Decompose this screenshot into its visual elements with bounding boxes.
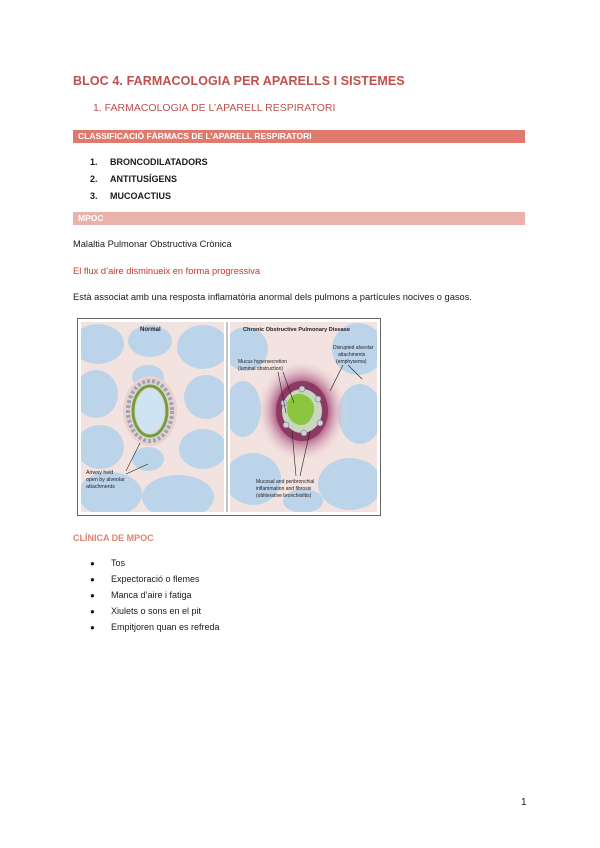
mucus-caption-2: (luminal obstruction) (238, 366, 284, 372)
mpoc-body: Està associat amb una resposta inflamatòria anormal dels pulmons a partícules nocives o gasos. (73, 292, 472, 302)
page-title: BLOC 4. FARMACOLOGIA PER APARELLS I SISTEMES (73, 74, 405, 88)
classification-heading-bar (73, 130, 525, 143)
mpoc-heading-bar (73, 212, 525, 225)
bullet-icon: ● (90, 607, 95, 616)
alveolar-caption-3: (emphysema) (336, 359, 367, 365)
left-caption-2: open by alveolar (86, 477, 125, 483)
bullet-icon: ● (90, 623, 95, 632)
list-item: ● Xiulets o sons en el pit (90, 606, 202, 616)
list-item: ● Tos (90, 558, 126, 568)
list-item: ● Empitjoren quan es refreda (90, 622, 220, 632)
left-caption-1: Airway held (86, 470, 114, 476)
page-number: 1 (521, 797, 527, 808)
mpoc-definition: Malaltia Pulmonar Obstructiva Crònica (73, 239, 232, 249)
section-subtitle: 1. FARMACOLOGIA DE L’APARELL RESPIRATORI (93, 102, 336, 114)
fibrosis-caption-3: (obliterative bronchiolitis) (256, 493, 312, 499)
copd-title: Chronic Obstructive Pulmonary Disease (243, 327, 350, 333)
list-item: ● Expectoració o flemes (90, 574, 200, 584)
alveolar-caption-2: attachments (338, 352, 366, 358)
list-item: 2. ANTITUSÍGENS (90, 174, 178, 184)
drug-class-list (90, 156, 208, 207)
classification-heading: CLASSIFICACIÓ FÀRMACS DE L’APARELL RESPIRATORI (78, 131, 312, 141)
mpoc-heading: MPOC (78, 213, 104, 223)
mpoc-highlight: El flux d’aire disminueix en forma progressiva (73, 266, 261, 276)
normal-title: Normal (140, 327, 161, 333)
left-caption-3: attachments (86, 484, 115, 490)
clinic-heading: CLÍNICA DE MPOC (73, 533, 154, 543)
alveolar-caption-1: Disrupted alveolar (333, 345, 374, 351)
bullet-icon: ● (90, 575, 95, 584)
list-item: 3. MUCOACTIUS (90, 191, 171, 201)
mucus-caption-1: Mucus hypersecretion (238, 359, 287, 365)
fibrosis-caption-1: Mucosal and peribronchial (256, 479, 315, 485)
fibrosis-caption-2: inflammation and fibrosis (256, 486, 312, 492)
symptom-list (90, 557, 220, 637)
list-item: ● Manca d’aire i fatiga (90, 590, 192, 600)
bullet-icon: ● (90, 591, 95, 600)
bullet-icon: ● (90, 559, 95, 568)
list-item: 1. BRONCODILATADORS (90, 157, 208, 167)
copd-figure (77, 318, 381, 516)
